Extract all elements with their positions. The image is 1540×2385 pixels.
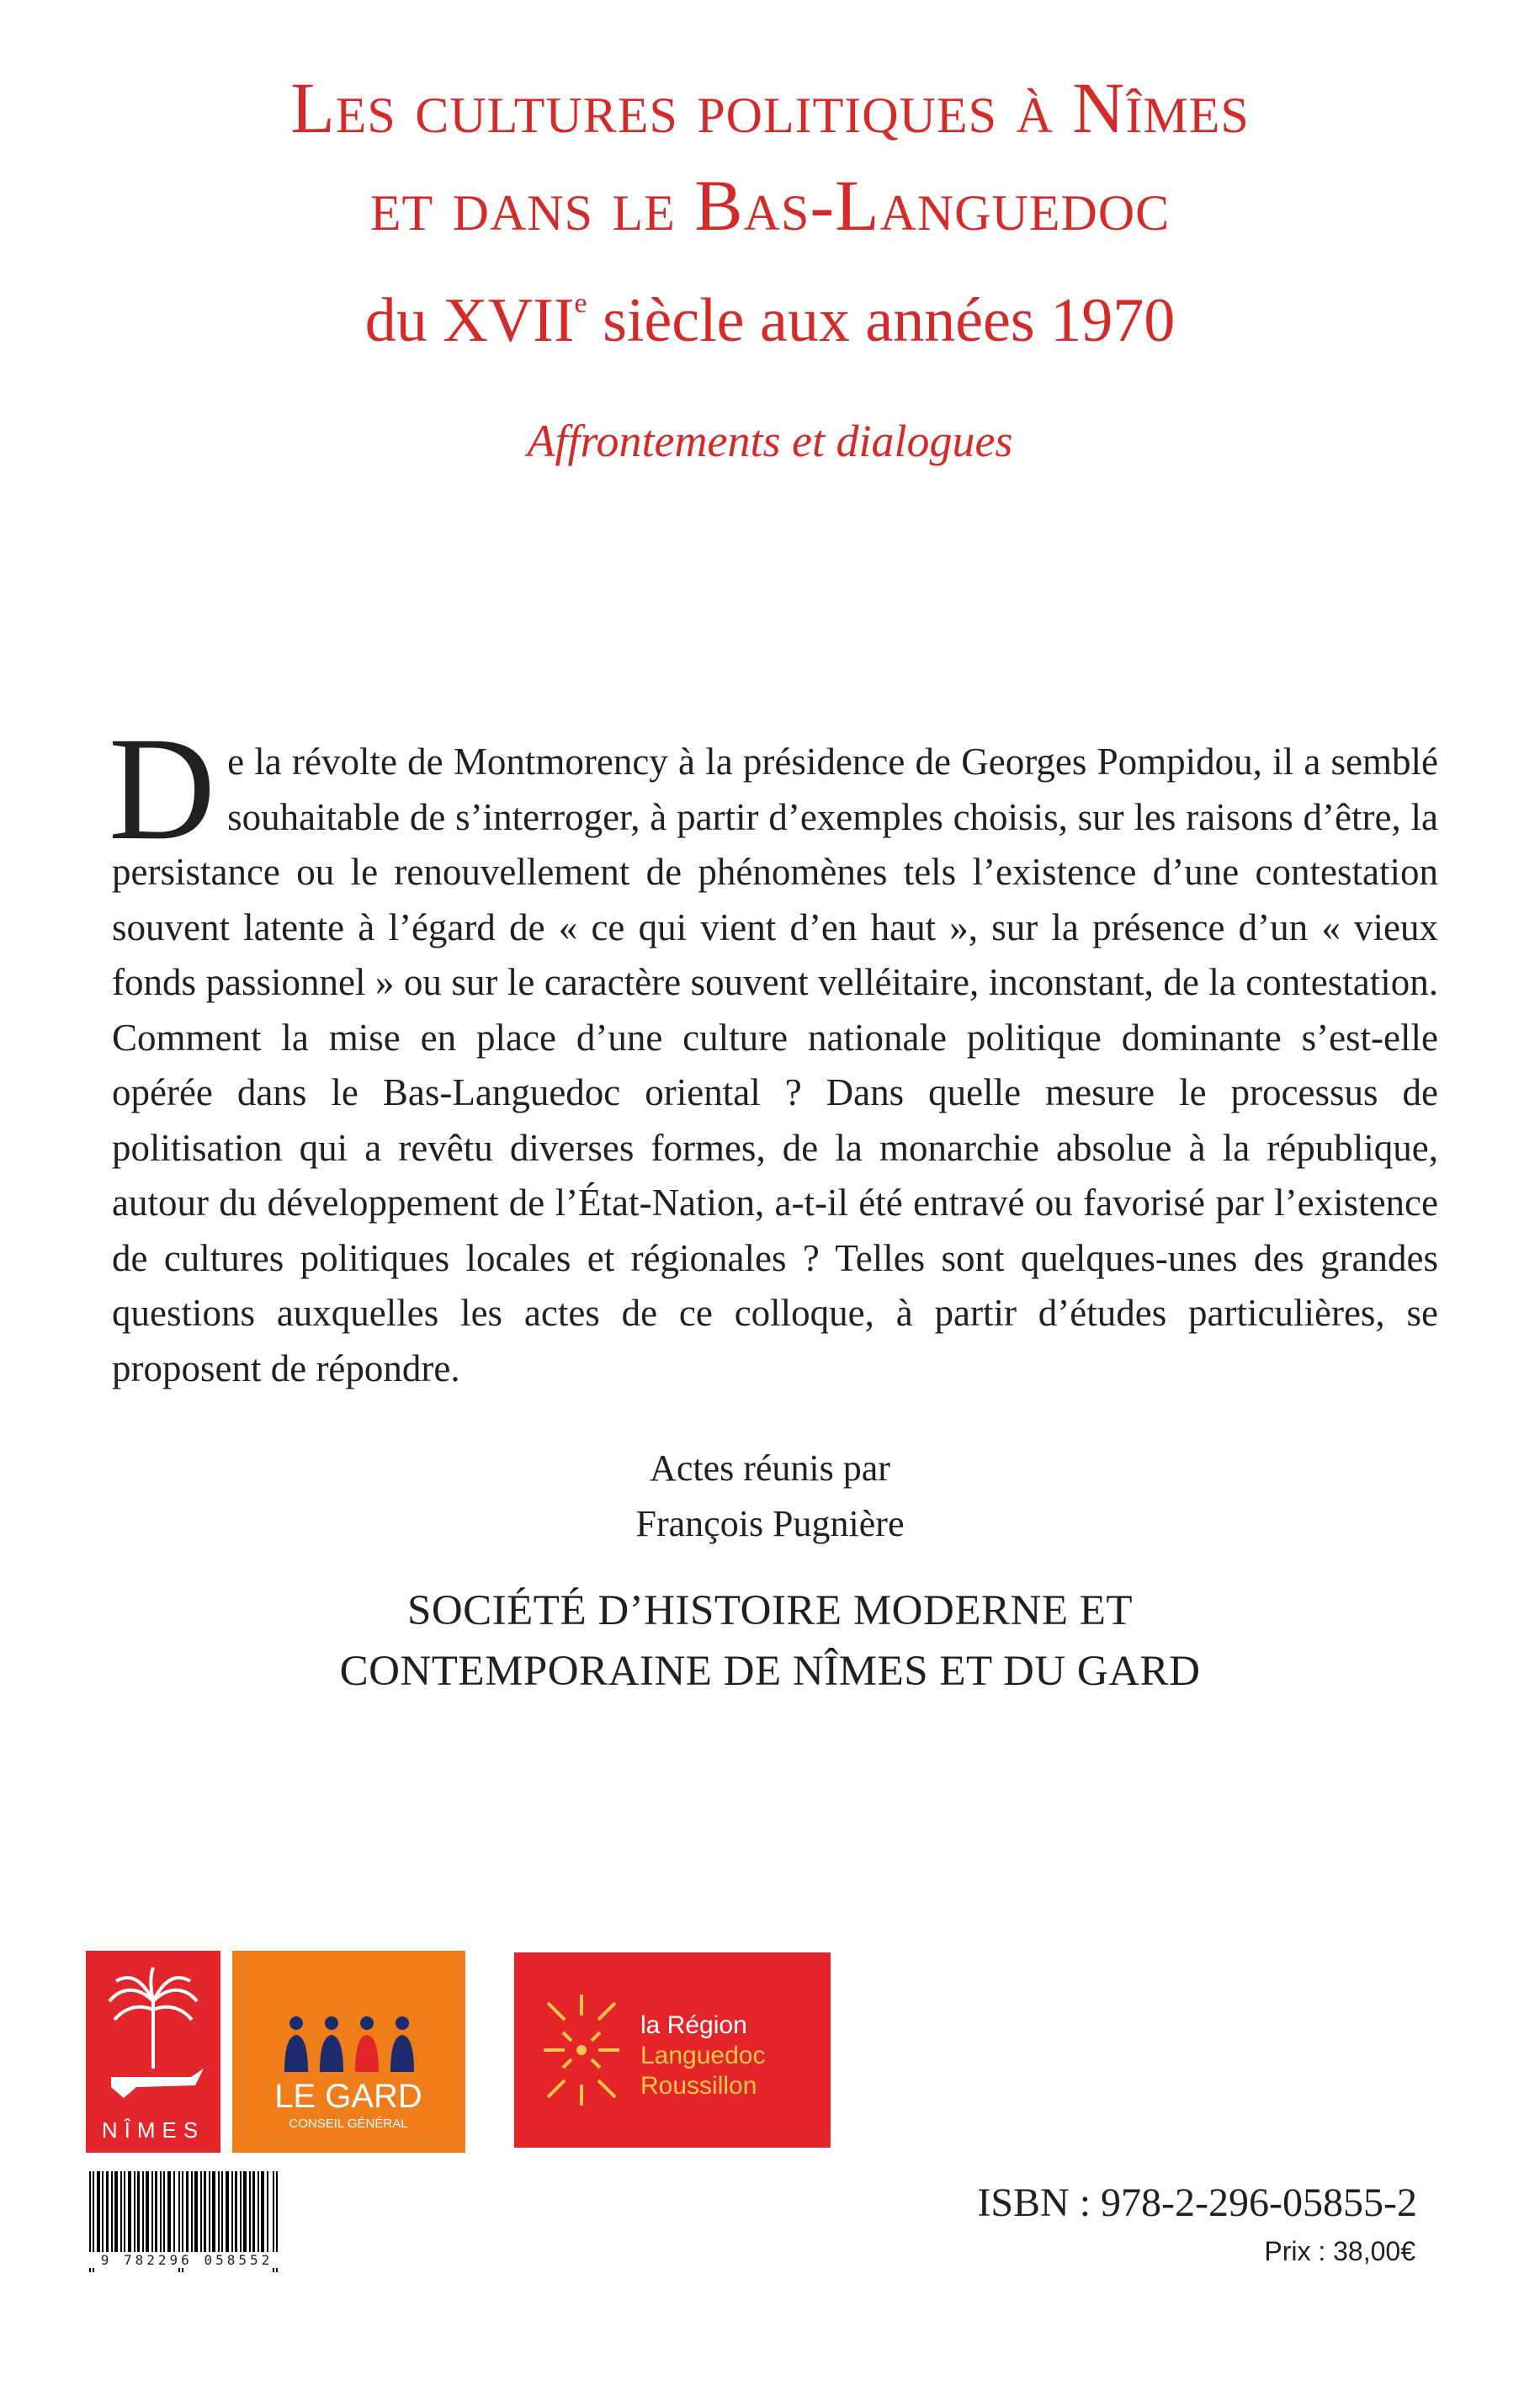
actes-label: Actes réunis par <box>650 1447 890 1489</box>
society-line-1: SOCIÉTÉ D’HISTOIRE MODERNE ET <box>406 1587 1134 1634</box>
summary-paragraph <box>109 707 1438 1396</box>
le-gard-figures-icon <box>232 1951 465 2153</box>
barcode-digits: 9 782296 058552 <box>86 2252 288 2268</box>
isbn: ISBN : 978-2-296-05855-2 <box>977 2180 1417 2225</box>
title-block <box>0 59 1540 475</box>
drop-cap: D <box>109 707 216 871</box>
nimes-logo <box>86 1951 220 2153</box>
subtitle <box>0 258 1540 367</box>
credits <box>0 1441 1540 1552</box>
price: Prix : 38,00€ <box>1264 2236 1415 2266</box>
region-languedoc-roussillon-logo <box>514 1952 831 2148</box>
region-logo-line-3: Roussillon <box>640 2072 757 2100</box>
occitan-cross-icon <box>514 1952 831 2148</box>
le-gard-logo <box>232 1951 465 2153</box>
title-line-1: Les cultures politiques à Nîmes <box>290 67 1250 148</box>
nimes-logo-text: NÎMES <box>101 2117 205 2143</box>
society-line-2: CONTEMPORAINE DE NÎMES ET DU GARD <box>339 1648 1201 1695</box>
le-gard-logo-title: LE GARD <box>274 2078 422 2115</box>
nimes-crocodile-palm-icon <box>86 1951 220 2153</box>
summary-text: e la révolte de Montmorency à la présidence de Georges Pompidou, il a semblé souhaitable de s’interroger, à partir d’exemples choisis, sur les raisons d’être, la persistance ou le renouvellement de phénomènes tels l’existence d’une contestation souvent latente à l’égard de « ce qui vient d’en haut », sur la présence d’un « vieux fonds passionnel » ou sur le caractère souvent velléitaire, inconstant, de la contestation. Comment la mise en place d’une culture nationale politique dominante s’est-elle opérée dans le Bas-Languedoc oriental ? Dans quelle mesure le processus de politisation qui a revêtu diverses formes, de la monarchie absolue à la république, autour du développement de l’État-Nation, a-t-il été entravé ou favorisé par l’existence de cultures politiques locales et régionales ? Telles sont quelques-unes des grandes questions auxquelles les actes de ce colloque, à partir d’études particulières, se proposent de répondre. <box>112 741 1438 1389</box>
subtitle-superscript: e <box>574 288 587 319</box>
tagline: Affrontements et dialogues <box>527 416 1013 466</box>
title-line-2: et dans le Bas-Languedoc <box>369 165 1171 246</box>
subtitle-suffix: siècle aux années 1970 <box>587 286 1176 355</box>
editor-name: François Pugnière <box>635 1503 905 1544</box>
region-logo-line-2: Languedoc <box>640 2042 766 2069</box>
publisher-society <box>0 1580 1540 1702</box>
le-gard-logo-subtitle: CONSEIL GÉNÉRAL <box>289 2117 408 2131</box>
region-logo-line-1: la Région <box>640 2011 747 2039</box>
subtitle-prefix: du XVII <box>364 286 575 355</box>
